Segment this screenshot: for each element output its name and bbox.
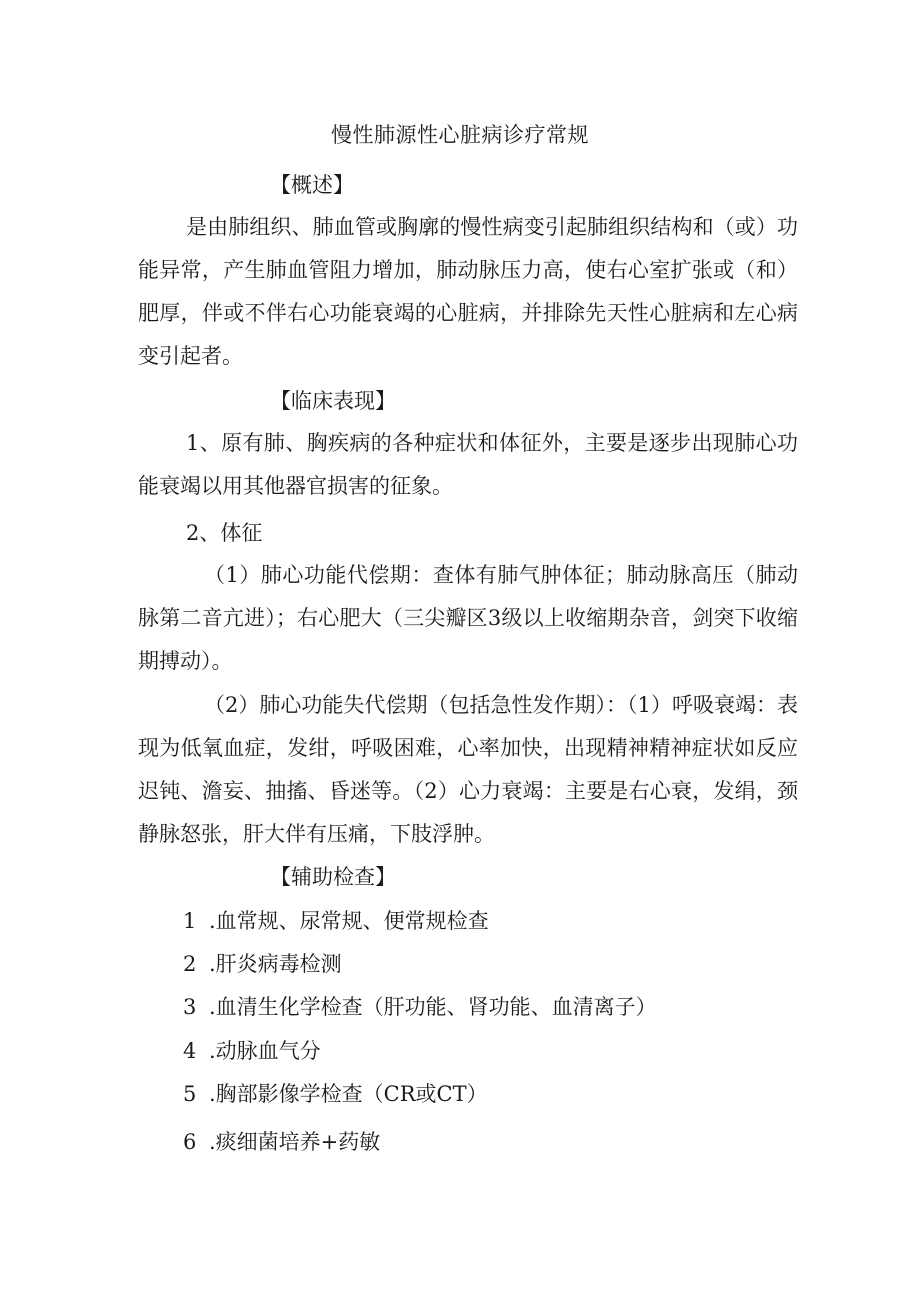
- clinical-sub-1: （1）肺心功能代偿期：查体有肺气肿体征；肺动脉高压（肺动脉第二音亢进）；右心肥大（三尖瓣区3级以上收缩期杂音，剑突下收缩期搏动）。: [138, 563, 798, 673]
- auxiliary-item-text: .血清生化学检查（肝功能、肾功能、血清离子）: [209, 995, 657, 1019]
- overview-heading: 【概述】: [270, 173, 354, 197]
- document-title: 慢性肺源性心脏病诊疗常规: [331, 123, 589, 147]
- auxiliary-item: [183, 1079, 488, 1109]
- clinical-heading: 【临床表现】: [270, 389, 396, 413]
- auxiliary-item-number: 5: [183, 1082, 197, 1106]
- auxiliary-item-text: .肝炎病毒检测: [209, 952, 342, 976]
- clinical-item-2: 2、体征: [186, 521, 263, 545]
- auxiliary-item-text: .动脉血气分: [209, 1039, 321, 1063]
- auxiliary-item-text: .血常规、尿常规、便常规检查: [209, 909, 489, 933]
- auxiliary-item-number: 2: [183, 952, 197, 976]
- auxiliary-item: [183, 949, 342, 979]
- clinical-item-1: 1、原有肺、胸疾病的各种症状和体征外，主要是逐步出现肺心功能衰竭以用其他器官损害的征象。: [138, 431, 798, 498]
- auxiliary-item-text: .胸部影像学检查（CR或CT）: [209, 1082, 488, 1106]
- auxiliary-item: [183, 906, 489, 936]
- auxiliary-item: [183, 1127, 380, 1157]
- auxiliary-item-number: 4: [183, 1039, 197, 1063]
- auxiliary-item-number: 6: [183, 1130, 197, 1154]
- auxiliary-heading: 【辅助检查】: [270, 865, 396, 889]
- auxiliary-item-text: .痰细菌培养+药敏: [209, 1130, 381, 1154]
- overview-body: 是由肺组织、肺血管或胸廓的慢性病变引起肺组织结构和（或）功能异常，产生肺血管阻力增加，肺动脉压力高，使右心室扩张或（和）肥厚，伴或不伴右心功能衰竭的心脏病，并排除先天性心脏病和左心病变引起者。: [138, 215, 798, 368]
- clinical-sub-2: （2）肺心功能失代偿期（包括急性发作期）：（1）呼吸衰竭：表现为低氧血症，发绀，呼吸困难，心率加快，出现精神精神症状如反应迟钝、澹妄、抽搐、昏迷等。（2）心力衰竭：主要是右心衰，发绢，颈静脉怒张，肝大伴有压痛，下肢浮肿。: [138, 693, 798, 846]
- auxiliary-item-number: 1: [183, 909, 197, 933]
- auxiliary-item-number: 3: [183, 995, 197, 1019]
- auxiliary-item: [183, 1036, 321, 1066]
- auxiliary-item: [183, 992, 657, 1022]
